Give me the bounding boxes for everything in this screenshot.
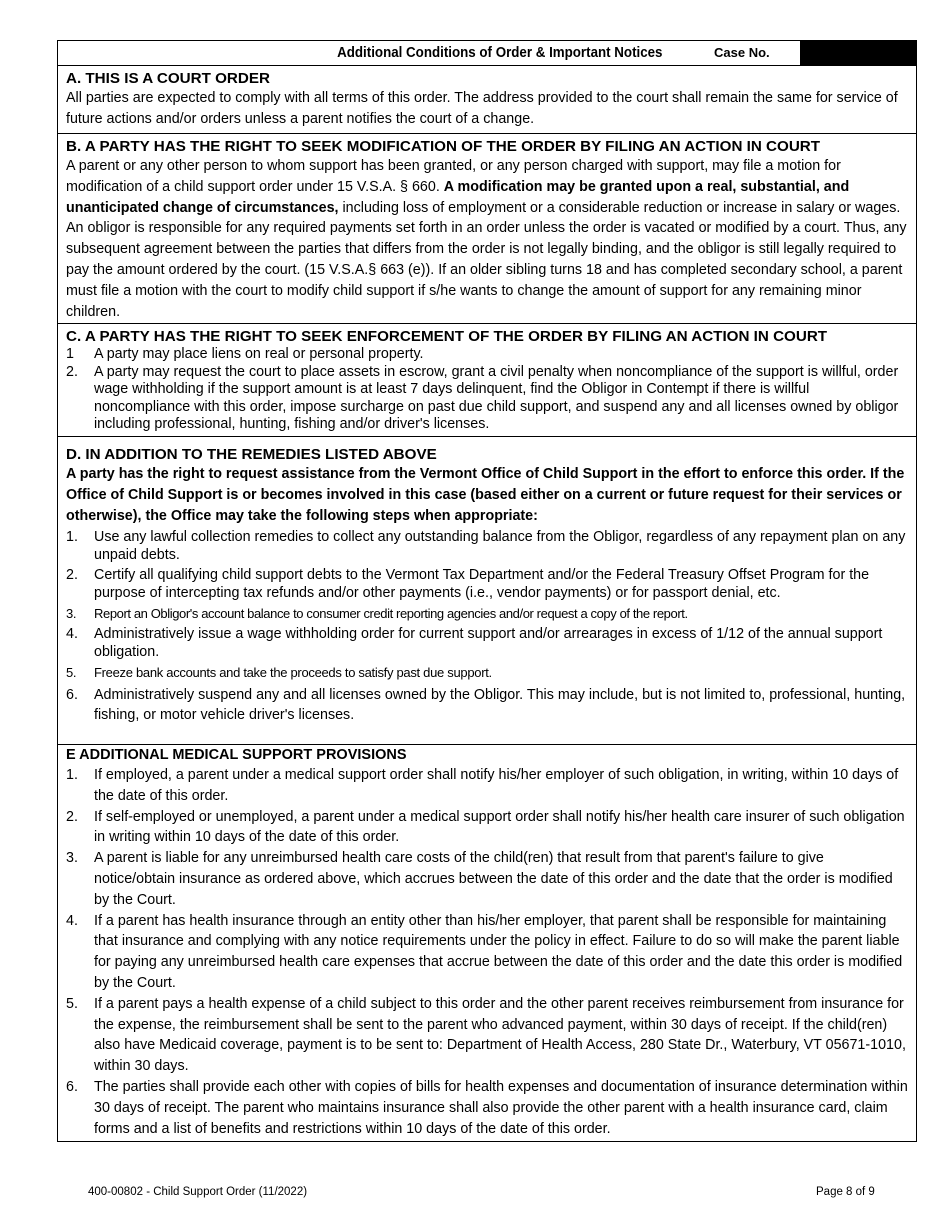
list-item	[66, 807, 908, 849]
list-item-text: A party may request the court to place assets in escrow, grant a civil penalty when noncompliance of the support is willful, order wage withholding if the support amount is at least 7 days delinquent, find the Obligor in Contempt if there is willful noncompliance with this order, impose surcharge on past due child support, and suspend any and all licenses owned by obligor including professional, hunting, fishing and/or driver's licenses.	[94, 363, 899, 432]
list-item	[66, 346, 908, 364]
page-title: Additional Conditions of Order & Important Notices	[337, 45, 663, 61]
list-item	[66, 605, 908, 623]
list-item	[66, 765, 908, 807]
section-b-body	[66, 156, 908, 322]
section-c-heading: C. A PARTY HAS THE RIGHT TO SEEK ENFORCEMENT OF THE ORDER BY FILING AN ACTION IN COURT	[66, 328, 828, 345]
list-item-number: 4.	[66, 912, 78, 929]
list-item-text: If a parent has health insurance through an entity other than his/her employer, that parent shall be responsible for maintaining that insurance and complying with any notice requirements under the policy in effect. Failure to do so will make the parent liable for paying any unreimbursed health care expenses that accrue between the date of this order and the date this order is modified by the Court.	[94, 912, 903, 991]
notices-header	[58, 41, 916, 66]
list-item-number: 2.	[66, 808, 78, 825]
list-item-text: A parent is liable for any unreimbursed health care costs of the child(ren) that result from that parent's failure to give notice/obtain insurance as ordered above, which accrues between the date of this order and the date that the order is modified by the Court.	[94, 850, 893, 908]
list-item-text: If self-employed or unemployed, a parent under a medical support order shall notify his/her health care insurer of such obligation in writing within 10 days of the date of this order.	[94, 808, 905, 846]
list-item-text: Administratively issue a wage withholding order for current support and/or arrearages in excess of 1/12 of the annual support obligation.	[94, 625, 883, 660]
section-a-body: All parties are expected to comply with all terms of this order. The address provided to the court shall remain the same for service of future actions and/or orders unless a parent notifies the court of a change.	[66, 90, 898, 127]
list-item	[66, 848, 908, 910]
list-item-number: 3.	[66, 850, 78, 867]
list-item-text: Certify all qualifying child support debts to the Vermont Tax Department and/or the Federal Treasury Offset Program for the purpose of intercepting tax refunds and/or other payments (i.e., vendor payments) or for passport denial, etc.	[94, 567, 870, 601]
section-b-heading: B. A PARTY HAS THE RIGHT TO SEEK MODIFICATION OF THE ORDER BY FILING AN ACTION IN COURT	[66, 138, 821, 155]
list-item	[66, 1077, 908, 1139]
case-number-field	[800, 41, 916, 65]
order-notices-frame	[57, 40, 917, 1142]
list-item-number: 6.	[66, 686, 78, 703]
list-item-text: If a parent pays a health expense of a child subject to this order and the other parent receives reimbursement from insurance for the expense, the reimbursement shall be sent to the parent who advanced payment, within 30 days of receipt. If the child(ren) also have Medicaid coverage, payment is to be sent to: Department of Health Access, 280 State Dr., Waterbury, VT 05671-1010, within 30 days.	[94, 995, 906, 1075]
list-item-number: 4.	[66, 625, 78, 642]
list-item-number: 5.	[66, 995, 78, 1012]
case-number-label: Case No.	[714, 45, 770, 60]
section-c-list	[66, 346, 908, 434]
list-item-number: 1.	[66, 767, 78, 783]
section-e	[58, 745, 916, 1141]
section-b	[58, 134, 916, 324]
section-b-body-end: including loss of employment or a considerable reduction or increase in salary or wages. An obligor is responsible for any required payments set forth in an order unless the order is vacated or modified by a court. Thus, any subsequent agreement between the parties that differs from the order is not legally binding, and the obligor is still legally required to pay the amount ordered by the court. (15 V.S.A.§ 663 (e)). If an older sibling turns 18 and has completed secondary school, a parent must file a motion with the court to modify child support if s/he wants to change the amount of support for any remaining minor children.	[66, 199, 907, 320]
list-item-text: If employed, a parent under a medical support order shall notify his/her employer of such obligation, in writing, within 10 days of the date of this order.	[94, 767, 899, 804]
section-a	[58, 66, 916, 134]
list-item	[66, 529, 908, 564]
list-item-number: 3.	[66, 606, 77, 622]
list-item	[66, 664, 908, 682]
list-item	[66, 364, 908, 434]
list-item-number: 6.	[66, 1078, 78, 1095]
section-e-heading: E ADDITIONAL MEDICAL SUPPORT PROVISIONS	[66, 747, 407, 763]
list-item	[66, 994, 908, 1077]
section-d-heading: D. IN ADDITION TO THE REMEDIES LISTED ABOVE	[66, 446, 437, 463]
section-a-heading: A. THIS IS A COURT ORDER	[66, 70, 270, 87]
list-item-number: 5.	[66, 665, 77, 681]
list-item-text: Report an Obligor's account balance to consumer credit reporting agencies and/or request a copy of the report.	[94, 606, 688, 622]
list-item-number: 1	[66, 346, 74, 362]
list-item-text: A party may place liens on real or personal property.	[94, 346, 424, 362]
section-d-list	[66, 529, 908, 726]
section-d	[58, 437, 916, 745]
list-item	[66, 567, 908, 602]
list-item-text: Administratively suspend any and all licenses owned by the Obligor. This may include, but is not limited to, professional, hunting, fishing, or motor vehicle driver's licenses.	[94, 686, 906, 724]
list-item	[66, 626, 908, 661]
section-e-list	[66, 765, 908, 1139]
list-item-number: 2.	[66, 363, 78, 380]
list-item-number: 1.	[66, 529, 78, 545]
list-item	[66, 685, 908, 726]
section-b-body-bold: A modification may be granted upon a real, substantial, and unanticipated change of circumstances,	[66, 178, 850, 216]
list-item	[66, 911, 908, 994]
list-item-text: The parties shall provide each other with copies of bills for health expenses and documentation of insurance determination within 30 days of receipt. The parent who maintains insurance shall also provide the other parent with a health insurance card, claim forms and a list of benefits and restrictions within 10 days of the date of this order.	[94, 1078, 908, 1137]
section-c	[58, 324, 916, 437]
section-b-body-start: A parent or any other person to whom support has been granted, or any person charged with support, may file a motion for modification of a child support order under 15 V.S.A. § 660.	[66, 158, 841, 195]
page-number: Page 8 of 9	[816, 1186, 875, 1198]
section-d-intro: A party has the right to request assistance from the Vermont Office of Child Support in the effort to enforce this order. If the Office of Child Support is or becomes involved in this case (based either on a current or future request for their services or otherwise), the Office may take the following steps when appropriate:	[66, 466, 905, 524]
form-identifier: 400-00802 - Child Support Order (11/2022)	[88, 1186, 308, 1198]
list-item-text: Freeze bank accounts and take the proceeds to satisfy past due support.	[94, 665, 492, 681]
list-item-number: 2.	[66, 567, 78, 584]
list-item-text: Use any lawful collection remedies to collect any outstanding balance from the Obligor, regardless of any repayment plan on any unpaid debts.	[94, 529, 906, 563]
